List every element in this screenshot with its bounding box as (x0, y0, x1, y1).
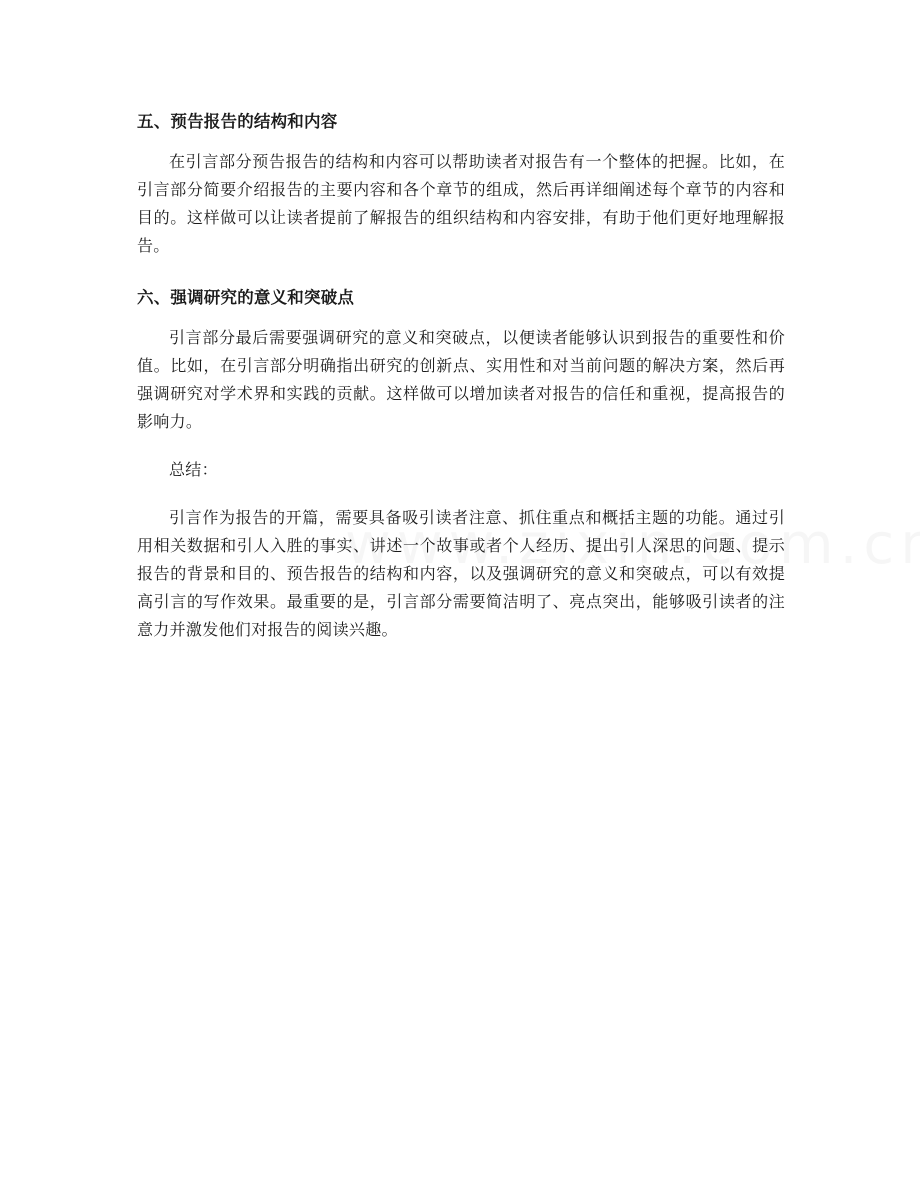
section-paragraph-5: 在引言部分预告报告的结构和内容可以帮助读者对报告有一个整体的把握。比如，在引言部分简要介绍报告的主要内容和各个章节的组成，然后再详细阐述每个章节的内容和目的。这样做可以让读者提前了解报告的组织结构和内容安排，有助于他们更好地理解报告。 (137, 152, 785, 255)
section-paragraph-6: 引言部分最后需要强调研究的意义和突破点，以便读者能够认识到报告的重要性和价值。比如，在引言部分明确指出研究的创新点、实用性和对当前问题的解决方案，然后再强调研究对学术界和实践的贡献。这样做可以增加读者对报告的信任和重视，提高报告的影响力。 (137, 328, 785, 431)
section-heading-5: 五、预告报告的结构和内容 (137, 112, 338, 131)
section-heading-6: 六、强调研究的意义和突破点 (137, 288, 355, 307)
summary-label: 总结： (169, 460, 218, 479)
summary-paragraph: 引言作为报告的开篇，需要具备吸引读者注意、抓住重点和概括主题的功能。通过引用相关数据和引人入胜的事实、讲述一个故事或者个人经历、提出引人深思的问题、提示报告的背景和目的、预告报告的结构和内容，以及强调研究的意义和突破点，可以有效提高引言的写作效果。最重要的是，引言部分需要简洁明了、亮点突出，能够吸引读者的注意力并激发他们对报告的阅读兴趣。 (137, 508, 785, 639)
document-body (137, 104, 785, 664)
